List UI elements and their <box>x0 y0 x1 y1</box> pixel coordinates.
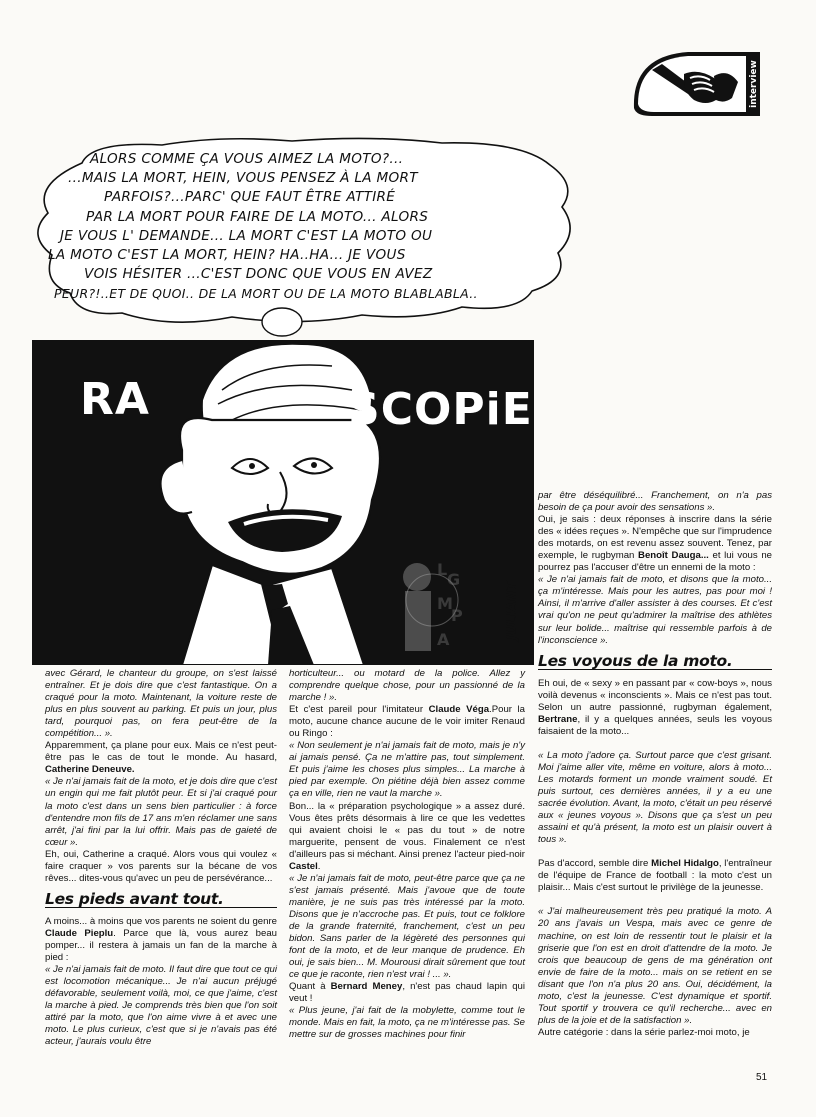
paragraph-text: Quant à <box>289 981 331 993</box>
section-heading: Les pieds avant tout. <box>45 893 277 908</box>
person-name: Claude Véga <box>428 704 490 716</box>
person-name: Benoît Dauga... <box>638 550 709 562</box>
balloon-line: LA MOTO C'EST LA MORT, HEIN? HA..HA... JE VOUS <box>48 247 406 264</box>
person-name: Bertrane <box>538 713 578 725</box>
balloon-line: PEUR?!..ET DE QUOI.. DE LA MORT OU DE LA MOTO BLABLABLA.. <box>54 286 478 302</box>
paragraph-text: Apparemment, ça plane pour eux. Mais ce n'est peut-être pas le cas de tout le monde. Au hasard, <box>45 740 277 764</box>
balloon-line: JE VOUS L' DEMANDE... LA MORT C'EST LA MOTO OU <box>60 227 433 244</box>
svg-text:G: G <box>447 570 461 589</box>
spacer <box>538 738 772 750</box>
paragraph-text: Pas d'accord, semble dire <box>538 858 652 870</box>
svg-text:M: M <box>437 594 453 613</box>
paragraph-text: . <box>317 860 321 872</box>
spacer <box>538 894 772 906</box>
person-name: Claude Pieplu <box>45 927 114 939</box>
balloon-line: VOIS HÉSITER ...C'EST DONC QUE VOUS EN AVEZ <box>84 266 433 283</box>
svg-text:L: L <box>437 560 448 579</box>
paragraph <box>45 916 277 964</box>
paragraph: Eh, oui, Catherine a craqué. Alors vous qui voulez « faire craquer » vos parents sur la bécane de vos rêves... dites-vous qu'avec un peu de persévérance... <box>45 848 277 884</box>
balloon-line: ...MAIS LA MORT, HEIN, VOUS PENSEZ À LA MORT <box>68 170 418 187</box>
svg-text:A: A <box>437 630 450 649</box>
person-name: Catherine Deneuve. <box>45 764 135 776</box>
section-heading: Les voyous de la moto. <box>538 655 772 670</box>
quote: « Je n'ai jamais fait de moto. Il faut dire que tout ce qui est locomotion mécanique... Je n'ai aucun préjugé défavorable, seulement voilà, moi, ce que j'aime, c'est la marche à pied. Je comprends très bien que l'on soit attiré par la moto, que l'on aime vivre à et avec une moto. Le plus curieux, c'est que si je n'avais pas été acteur, j'aurais voulu être <box>45 964 277 1048</box>
balloon-line: PAR LA MORT POUR FAIRE DE LA MOTO... ALORS <box>86 208 429 225</box>
person-name: Castel <box>289 860 318 872</box>
paragraph: avec Gérard, le chanteur du groupe, on s'est laissé entraîner. Et je dois dire que c'est fantastique. On a craqué pour la moto. Maintenant, la voiture reste de plus en plus souvent au parking. Et puis un jour, plus tard, pourquoi pas, on fera peut-être de la compétition... ». <box>45 668 277 740</box>
paragraph-text: .Pour la moto, aucune chance aucune de le voir imiter Renaud ou Ringo : <box>289 704 525 740</box>
text-column-1 <box>45 668 277 1048</box>
title-right-part: SCOPiE <box>348 384 533 435</box>
paragraph-text: , n'est pas chaud lapin qui veut ! <box>289 981 526 1005</box>
spacer <box>538 846 772 858</box>
quote: « Je n'ai jamais fait de moto, peut-être parce que ça ne s'est jamais présenté. Mais j'avoue que de toute manière, je ne suis pas très intéressé par la moto. Disons que je n'accroche pas. Et puis, tout ce folklore de la grande fraternité, franchement, c'est un peu bidon. Sans parler de la légèreté des personnes qui font de la moto, et de leur manque de prudence. Eh oui, je sais bien... M. Mourousi dirait sûrement que tout ce que je raconte, rien n'est vrai ! ... ». <box>289 872 525 981</box>
paragraph <box>538 678 772 738</box>
paragraph-text: et lui vous ne pourrez pas l'accuser d'être un ennemi de la moto : <box>538 550 773 574</box>
quote: « Je n'ai jamais fait de la moto, et je dois dire que c'est un engin qui me fait plutôt peur. Et si j'ai craqué pour la moto c'est dans un sens bien particulier : à force d'entendre mon fils de 17 ans m'en réclamer une sans arrêt, j'ai fini par la lui offrir. Mais pas de gaieté de cœur ». <box>45 776 277 848</box>
paragraph-text: . Parce que là, vous aurez beau pomper... il restera à jamais un fan de la marche à pied : <box>45 927 278 964</box>
quote: « Plus jeune, j'ai fait de la mobylette, comme tout le monde. Mais en fait, la moto, ça ne m'intéresse pas. Se mettre sur de grosses machines pour finir <box>289 1005 525 1041</box>
text-column-2 <box>289 668 525 1041</box>
quote: horticulteur... ou motard de la police. Allez y comprendre quelque chose, pour un passionné de la marche ! ». <box>289 668 525 704</box>
paragraph-text: Et c'est pareil pour l'imitateur <box>289 704 429 716</box>
svg-text:P: P <box>451 606 463 625</box>
quote: « J'ai malheureusement très peu pratiqué la moto. A 20 ans j'avais un Vespa, mais avec ce genre de machine, on est loin de ressentir tout le plaisir et la griserie que l'on est en droit d'attendre de la moto. Je crois que beaucoup de gens de ma génération ont envie de faire de la moto... mais on se retient en se disant que l'on n'a plus 20 ans. Oui, décidément, la moto, c'est la jeunesse. C'est dynamique et sportif. Tout sportif y trouvera ce qu'il recherche... avec en plus de la joie et de la satisfaction ». <box>538 906 772 1026</box>
paragraph <box>45 740 277 776</box>
title-left-part: RA <box>80 374 150 425</box>
person-name: Michel Hidalgo <box>651 858 719 870</box>
quote: « Non seulement je n'ai jamais fait de moto, mais je n'y ai jamais pensé. Ça ne m'attire pas, tout simplement. Et puis j'aime les choses plus simples... La marche à pied par exemple. On piétine déjà bien assez comme ça en ville, rien ne vaut la marche ». <box>289 740 525 800</box>
paragraph <box>538 858 772 894</box>
paragraph <box>289 801 525 873</box>
page-number: 51 <box>756 1072 768 1083</box>
quote: « Je n'ai jamais fait de moto, et disons que la moto... ça m'intéresse. Mais pour les autres, pas pour moi ! Ainsi, il m'arrive d'aller assister à des courses. Et c'est vrai qu'on ne peut qu'admirer la maîtrise des athlètes sur leur bolide... maîtrise qui ressemble parfois à de l'inconscience ». <box>538 574 772 646</box>
paragraph-text: Bon... la « préparation psychologique » a assez duré. Vous êtes prêts désormais à lire ce que les vedettes qui avaient choisi le « pas du tout » de notre marguerite, pensent de vous. Finalement ce n'est d'ailleurs pas si méchant. Ainsi prenez l'acteur pied-noir <box>289 800 525 860</box>
paragraph-text: A moins... à moins que vos parents ne soient du genre <box>45 915 277 927</box>
text-column-3 <box>538 490 772 1039</box>
balloon-line: PARFOIS?...PARC' QUE FAUT ÊTRE ATTIRÉ <box>104 189 396 206</box>
interview-logo <box>628 48 768 120</box>
quote: par être déséquilibré... Franchement, on n'a pas besoin de ça pour avoir des sensations ». <box>538 490 772 514</box>
balloon-line: ALORS COMME ÇA VOUS AIMEZ LA MOTO?... <box>90 151 404 167</box>
paragraph: Autre catégorie : dans la série parlez-moi moto, je <box>538 1026 750 1038</box>
quote: « La moto j'adore ça. Surtout parce que c'est grisant. Moi j'aime aller vite, même en voiture, alors à moto... Les motards forment un monde vraiment soudé. Et puis surtout, ces dernières années, il y a eu une sacrée évolution. Avant, la moto, c'était un peu réservé aux « jeunes voyous ». Disons que ça s'est un peu assaini et qu'à présent, la moto est un plaisir ouvert à tous ». <box>538 749 772 846</box>
balloon-text <box>48 150 538 304</box>
interview-logo-text: interview <box>749 60 759 108</box>
paragraph <box>289 981 525 1005</box>
person-name: Bernard Meney <box>330 981 403 993</box>
paragraph-text: , l'entraîneur de l'équipe de France de football : la moto c'est un plaisir... Mais c'est surtout le privilège de la jeunesse. <box>538 858 772 894</box>
paragraph <box>289 704 525 740</box>
artist-signature: JULIANT <box>505 581 520 640</box>
paragraph-text: , il y a quelques années, seuls les voyous faisaient de la moto... <box>538 713 772 737</box>
paragraph-text: Eh oui, de « sexy » en passant par « cow-boys », nous voilà devenus « inconscients ». Mais ce n'est pas tout. Selon un autre passionné, rugbyman également, <box>538 677 772 713</box>
paragraph-text: Oui, je sais : deux réponses à inscrire dans la série des « idées reçues ». N'empêche que sur l'imprudence des motards, on est revenu assez souvent. Tenez, par exemple, le rugbyman <box>538 514 772 562</box>
lgmpa-watermark-icon <box>395 545 475 665</box>
paragraph <box>538 514 772 574</box>
